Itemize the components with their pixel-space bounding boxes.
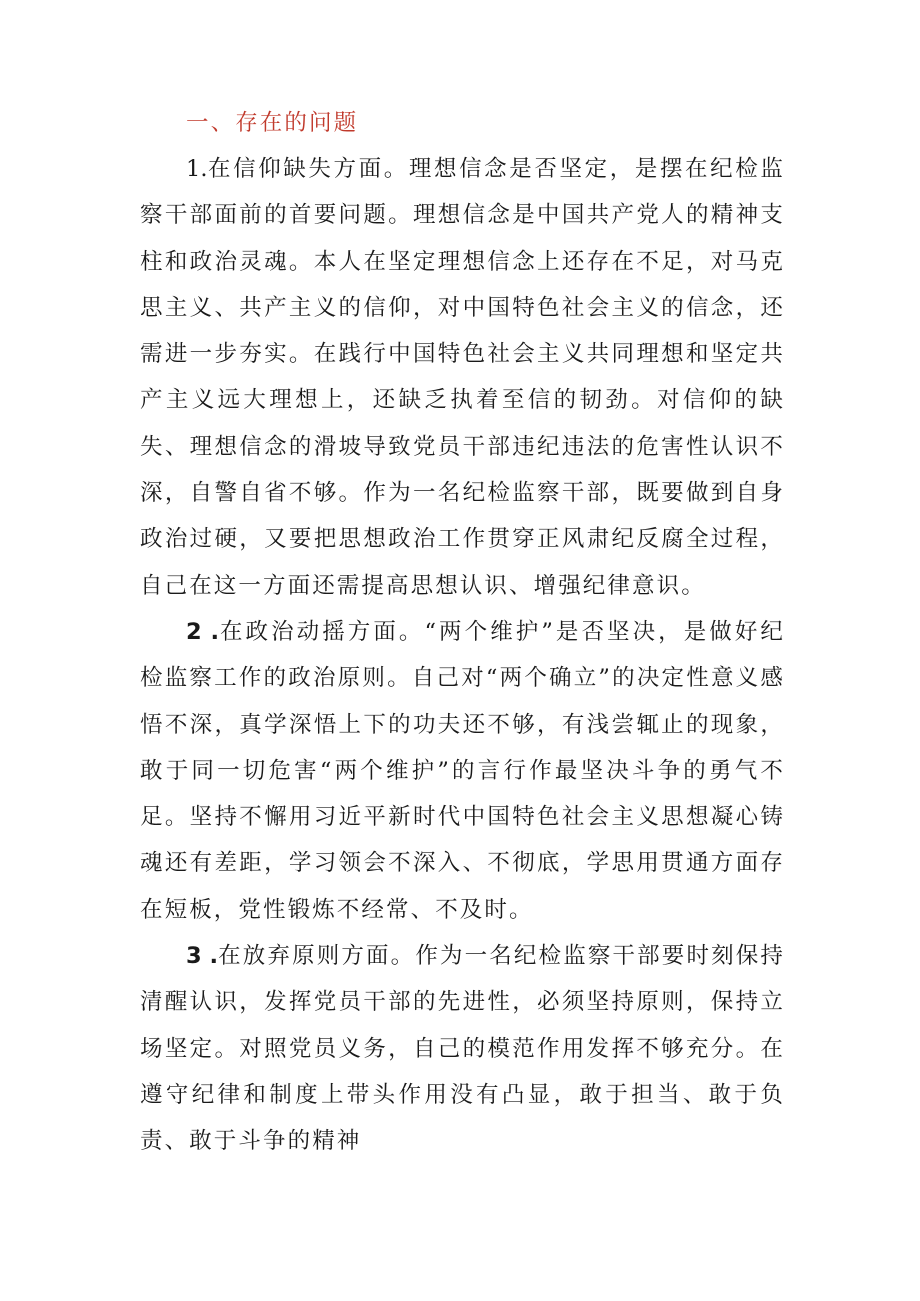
paragraph-2	[140, 609, 785, 933]
section-heading: 一、存在的问题	[186, 110, 359, 136]
paragraph-text: 在放弃原则方面。作为一名纪检监察干部要时刻保持清醒认识，发挥党员干部的先进性，必须坚持原则，保持立场坚定。对照党员义务，自己的模范作用发挥不够充分。在遵守纪律和制度上带头作用没有凸显，敢于担当、敢于负责、敢于斗争的精神	[140, 943, 785, 1155]
paragraph-number: 1.	[186, 156, 208, 182]
document-body	[140, 100, 785, 1165]
paragraph-text: 在政治动摇方面。“两个维护”是否坚决，是做好纪检监察工作的政治原则。自己对“两个确立”的决定性意义感悟不深，真学深悟上下的功夫还不够，有浅尝辄止的现象，敢于同一切危害“两个维护”的言行作最坚决斗争的勇气不足。坚持不懈用习近平新时代中国特色社会主义思想凝心铸魂还有差距，学习领会不深入、不彻底，学思用贯通方面存在短板，党性锻炼不经常、不及时。	[140, 618, 785, 923]
paragraph-number: 2 .	[186, 618, 220, 645]
paragraph-1	[140, 146, 785, 609]
paragraph-3	[140, 933, 785, 1164]
paragraph-number: 3 .	[186, 943, 219, 970]
paragraph-text: 在信仰缺失方面。理想信念是否坚定，是摆在纪检监察干部面前的首要问题。理想信念是中国共产党人的精神支柱和政治灵魂。本人在坚定理想信念上还存在不足，对马克思主义、共产主义的信仰，对中国特色社会主义的信念，还需进一步夯实。在践行中国特色社会主义共同理想和坚定共产主义远大理想上，还缺乏执着至信的韧劲。对信仰的缺失、理想信念的滑坡导致党员干部违纪违法的危害性认识不深，自警自省不够。作为一名纪检监察干部，既要做到自身政治过硬，又要把思想政治工作贯穿正风肃纪反腐全过程，自己在这一方面还需提高思想认识、增强纪律意识。	[140, 156, 785, 599]
